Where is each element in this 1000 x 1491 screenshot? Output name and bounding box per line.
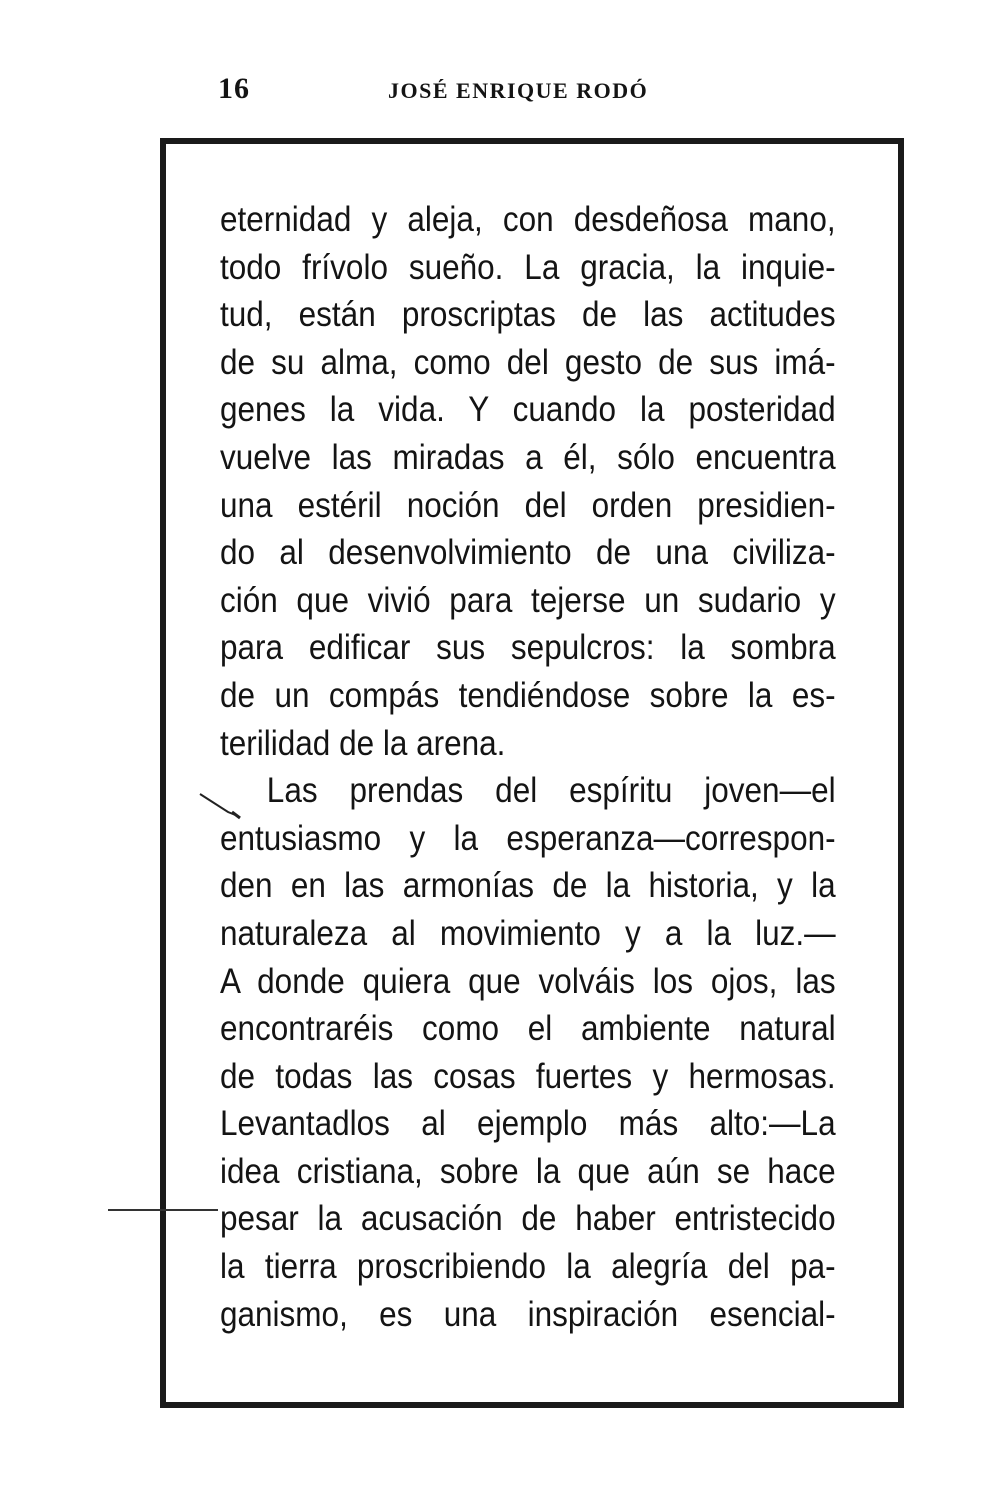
page-number: 16 [218,72,250,105]
text-line: den en las armonías de la historia, y la [220,866,836,906]
text-line: A donde quiera que volváis los ojos, las [220,961,836,1001]
text-line: Levantadlos al ejemplo más alto:—La [220,1104,836,1144]
text-line: de un compás tendiéndose sobre la es- [220,675,836,715]
text-line: entusiasmo y la esperanza—correspon- [220,818,836,858]
text-line: genes la vida. Y cuando la posteridad [220,390,836,430]
text-line: para edificar sus sepulcros: la sombra [220,628,836,668]
text-line: la tierra proscribiendo la alegría del pa- [220,1247,836,1287]
text-line: todo frívolo sueño. La gracia, la inquie- [220,247,836,287]
text-line: terilidad de la arena. [220,723,506,763]
text-line: tud, están proscriptas de las actitudes [220,295,836,335]
text-line: do al desenvolvimiento de una civiliza- [220,533,836,573]
text-line: naturaleza al movimiento y a la luz.— [220,913,836,953]
author-header: JOSÉ ENRIQUE RODÓ [388,78,649,103]
text-line: idea cristiana, sobre la que aún se hace [220,1151,836,1191]
text-line: de su alma, como del gesto de sus imá- [220,342,836,382]
running-head [0,72,1000,112]
text-line: ganismo, es una inspiración esencial- [220,1294,836,1334]
text-line: de todas las cosas fuertes y hermosas. [220,1056,836,1096]
text-line: eternidad y aleja, con desdeñosa mano, [220,200,836,239]
text-line: ción que vivió para tejerse un sudario y [220,580,836,620]
body-text [220,196,836,1338]
text-line: Las prendas del espíritu joven—el [266,771,836,811]
pencil-margin-rule [108,1208,218,1212]
text-line: encontraréis como el ambiente natural [220,1009,836,1049]
text-line: una estéril noción del orden presidien- [220,485,836,525]
text-line: vuelve las miradas a él, sólo encuentra [220,437,836,477]
text-line: pesar la acusación de haber entristecido [220,1199,836,1239]
